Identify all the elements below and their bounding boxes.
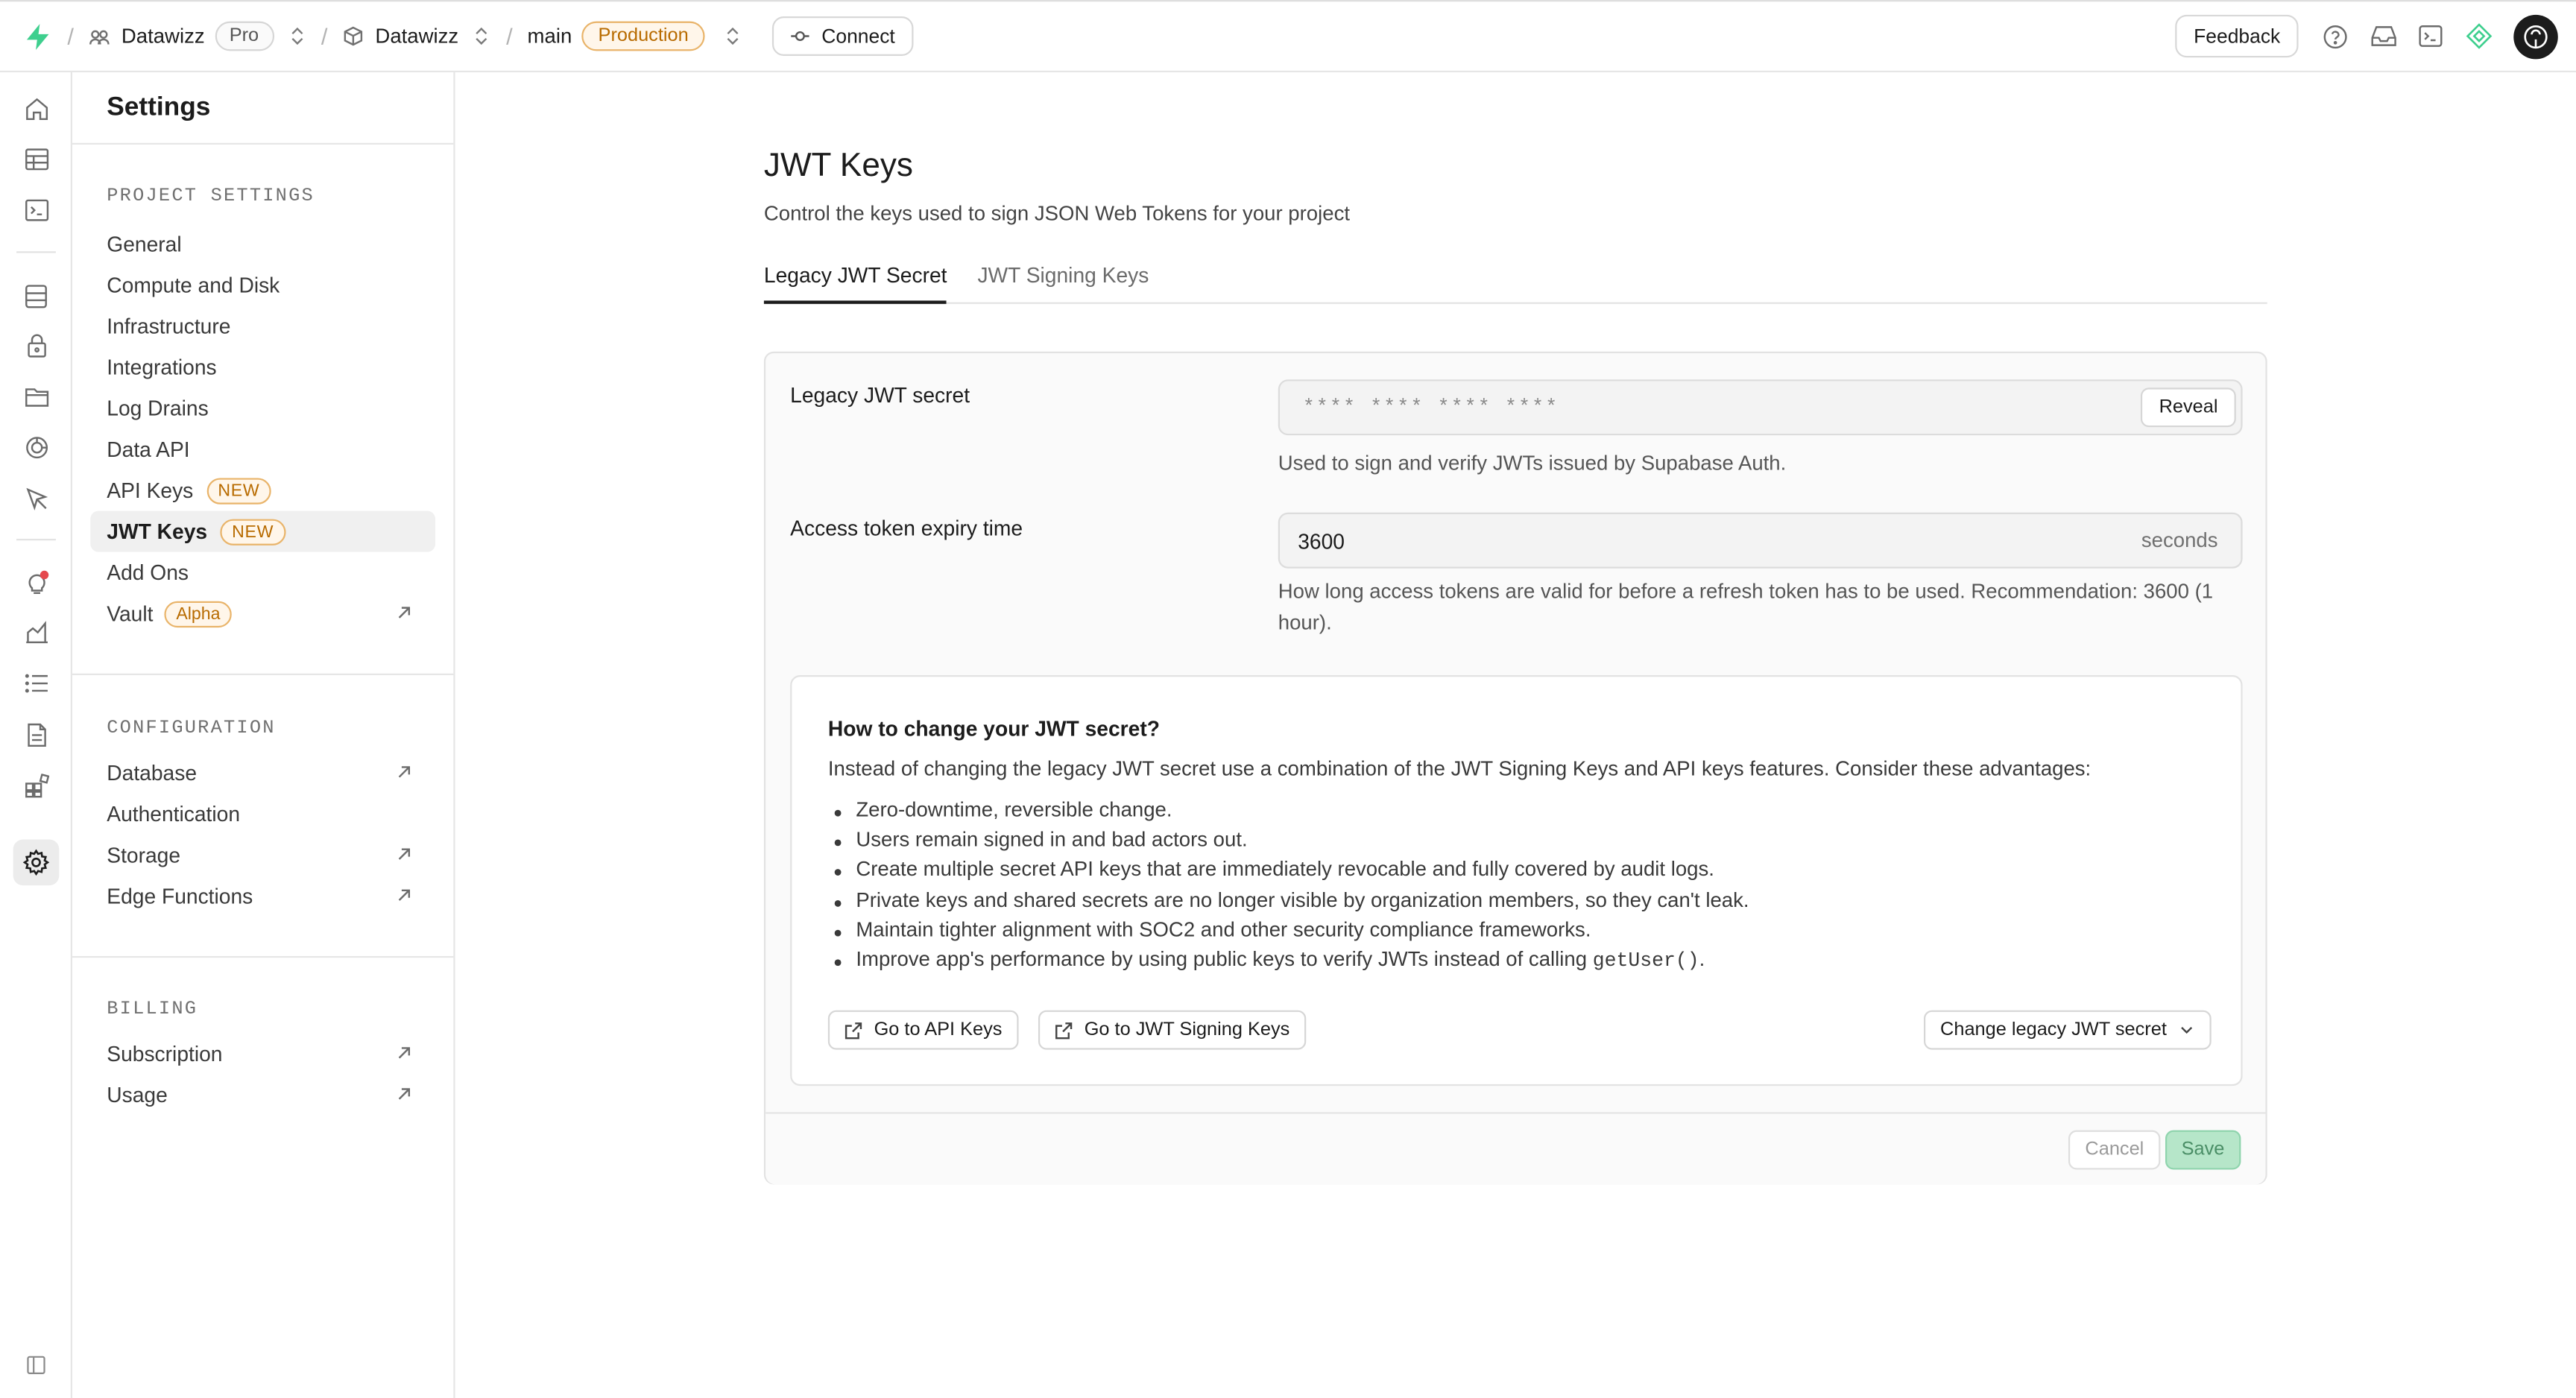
sidebar-item-authentication[interactable] (90, 794, 435, 835)
branch-switcher[interactable] (528, 22, 705, 51)
plan-badge: Pro (215, 22, 274, 51)
sidebar-divider (72, 674, 453, 675)
realtime-icon[interactable] (13, 424, 60, 470)
sidebar-item-vault[interactable] (90, 593, 435, 634)
expiry-help: How long access tokens are valid for before a refresh token has to be used. Recommendation: 3600 (1 hour). (1278, 580, 2214, 634)
logs-icon[interactable] (13, 660, 60, 706)
getuser-code: getUser() (1592, 949, 1699, 972)
advisors-icon[interactable] (13, 558, 60, 604)
external-link-icon (845, 1021, 862, 1039)
list-item (828, 948, 2208, 978)
environment-badge: Production (581, 22, 704, 51)
inbox-icon[interactable] (2359, 15, 2407, 57)
reveal-button[interactable]: Reveal (2141, 388, 2235, 427)
external-link-arrow-icon (396, 1045, 412, 1061)
database-icon[interactable] (13, 273, 60, 319)
sidebar-item-storage[interactable] (90, 835, 435, 876)
breadcrumb-separator: / (321, 22, 328, 50)
sidebar-item-label: General (107, 231, 182, 256)
external-link-arrow-icon (396, 764, 412, 780)
jwt-secret-label: Legacy JWT secret (790, 382, 970, 408)
organization-icon (89, 25, 112, 48)
sidebar-item-usage[interactable] (90, 1075, 435, 1116)
home-icon[interactable] (13, 86, 60, 132)
sql-editor-icon[interactable] (13, 187, 60, 233)
sidebar-item-label: Edge Functions (107, 883, 253, 909)
sidebar-item-label: Storage (107, 842, 181, 867)
card-footer (765, 1112, 2265, 1184)
list-item-text: Improve app's performance by using public keys to verify JWTs instead of calling (856, 947, 1588, 971)
sidebar-item-label: Usage (107, 1082, 168, 1107)
sidebar-title: Settings (72, 72, 453, 145)
project-chevron-updown-icon[interactable] (472, 25, 491, 48)
go-to-api-keys-button[interactable] (828, 1010, 1019, 1050)
list-item: Create multiple secret API keys that are immediately revocable and fully covered by audit logs. (828, 858, 2208, 888)
external-link-arrow-icon (396, 604, 412, 621)
table-editor-icon[interactable] (13, 136, 60, 183)
org-name: Datawizz (121, 25, 205, 48)
sidebar-item-general[interactable] (90, 224, 435, 265)
billing-section (72, 990, 453, 1116)
sidebar-item-label: Subscription (107, 1041, 223, 1066)
ai-assistant-icon[interactable] (2455, 15, 2502, 57)
auth-icon[interactable] (13, 322, 60, 368)
sidebar-item-database[interactable] (90, 753, 435, 794)
change-legacy-jwt-secret-label: Change legacy JWT secret (1940, 1019, 2167, 1040)
external-link-arrow-icon (396, 846, 412, 862)
change-legacy-jwt-secret-dropdown[interactable] (1924, 1010, 2211, 1050)
tab-bar (764, 256, 2267, 304)
list-item-suffix: . (1699, 947, 1705, 971)
branch-name: main (527, 25, 572, 48)
project-name: Datawizz (375, 25, 459, 48)
sidebar-item-integrations[interactable] (90, 347, 435, 388)
branch-chevron-updown-icon[interactable] (723, 25, 742, 48)
sidebar-item-label: Add Ons (107, 560, 189, 585)
go-to-jwt-signing-keys-label: Go to JWT Signing Keys (1084, 1019, 1290, 1040)
org-chevron-updown-icon[interactable] (287, 25, 306, 48)
feedback-button[interactable]: Feedback (2176, 15, 2299, 57)
external-link-arrow-icon (396, 1086, 412, 1102)
main-content (455, 72, 2576, 1398)
api-docs-icon[interactable] (13, 712, 60, 758)
help-icon[interactable] (2311, 15, 2359, 57)
sidebar-item-label: Infrastructure (107, 314, 231, 339)
terminal-icon[interactable] (2407, 15, 2455, 57)
info-intro: Instead of changing the legacy JWT secret use a combination of the JWT Signing Keys and API keys features. Consider these advantages: (827, 757, 2092, 781)
cancel-button[interactable]: Cancel (2068, 1130, 2160, 1170)
edge-functions-icon[interactable] (13, 475, 60, 521)
settings-sidebar (72, 72, 455, 1398)
sidebar-divider (72, 956, 453, 958)
user-avatar[interactable] (2513, 14, 2558, 59)
sidebar-item-label: Vault (107, 601, 154, 626)
sidebar-item-label: API Keys (107, 478, 194, 503)
project-settings-section (72, 177, 453, 634)
legacy-jwt-card (764, 352, 2267, 1185)
list-item: Maintain tighter alignment with SOC2 and other security compliance frameworks. (828, 918, 2208, 948)
tab-legacy-jwt-secret[interactable]: Legacy JWT Secret (764, 263, 947, 304)
section-heading: BILLING (107, 998, 198, 1019)
breadcrumb-separator: / (67, 22, 74, 50)
list-item: Users remain signed in and bad actors out. (828, 828, 2208, 858)
expiry-unit: seconds (2141, 528, 2218, 552)
sidebar-item-edge-functions[interactable] (90, 876, 435, 917)
configuration-section (72, 709, 453, 917)
section-heading: PROJECT SETTINGS (107, 184, 315, 206)
expiry-value: 3600 (1298, 528, 1345, 553)
sidebar-item-label: Data API (107, 437, 190, 462)
sidebar-item-label: Log Drains (107, 396, 209, 421)
new-badge: NEW (206, 477, 271, 503)
connect-label: Connect (821, 25, 895, 48)
page-title: JWT Keys (763, 148, 913, 184)
page-subtitle: Control the keys used to sign JSON Web Tokens for your project (763, 202, 1351, 226)
integrations-icon[interactable] (13, 762, 60, 809)
change-secret-info-box (790, 675, 2242, 1086)
external-link-arrow-icon (396, 887, 412, 903)
section-heading: CONFIGURATION (107, 717, 276, 738)
supabase-logo-icon[interactable] (23, 22, 53, 51)
sidebar-item-infrastructure[interactable] (90, 306, 435, 347)
sidebar-item-add-ons[interactable] (90, 552, 435, 593)
jwt-secret-field[interactable] (1278, 379, 2243, 435)
sidebar-item-api-keys[interactable] (90, 469, 435, 510)
connect-button[interactable] (772, 16, 913, 56)
jwt-secret-help: Used to sign and verify JWTs issued by Supabase Auth. (1278, 452, 1787, 475)
new-badge: NEW (221, 518, 285, 544)
sidebar-item-label: Database (107, 760, 198, 785)
sidebar-item-label: Authentication (107, 801, 241, 826)
project-switcher[interactable] (342, 25, 458, 48)
rail-divider (16, 539, 56, 540)
list-item: Zero-downtime, reversible change. (828, 798, 2208, 828)
expiry-input[interactable] (1278, 513, 2243, 569)
info-title: How to change your JWT secret? (827, 716, 1160, 741)
top-bar (0, 0, 2576, 72)
advantages-list (828, 798, 2208, 978)
sidebar-item-compute-and-disk[interactable] (90, 265, 435, 306)
sidebar-item-label: Integrations (107, 355, 217, 380)
sidebar-item-subscription[interactable] (90, 1034, 435, 1075)
sidebar-item-label: JWT Keys (107, 519, 208, 544)
primary-nav-rail (0, 72, 72, 1398)
breadcrumb-separator: / (506, 22, 513, 50)
reports-icon[interactable] (13, 610, 60, 656)
org-switcher[interactable] (89, 22, 274, 51)
storage-icon[interactable] (13, 373, 60, 419)
collapse-sidebar-icon[interactable] (13, 1342, 60, 1388)
settings-icon[interactable] (13, 839, 60, 885)
project-box-icon (342, 25, 365, 48)
rail-divider (16, 251, 56, 253)
list-item: Private keys and shared secrets are no longer visible by organization members, so they can't leak. (828, 888, 2208, 918)
go-to-jwt-signing-keys-button[interactable] (1038, 1010, 1306, 1050)
tab-jwt-signing-keys[interactable]: JWT Signing Keys (977, 262, 1149, 288)
jwt-secret-masked-value: **** **** **** **** (1302, 396, 1559, 420)
go-to-api-keys-label: Go to API Keys (874, 1019, 1003, 1040)
sidebar-item-label: Compute and Disk (107, 272, 280, 297)
save-button[interactable]: Save (2165, 1130, 2241, 1170)
plug-icon (790, 26, 809, 45)
external-link-icon (1055, 1021, 1073, 1039)
alpha-badge: Alpha (165, 601, 232, 627)
sidebar-item-data-api[interactable] (90, 428, 435, 469)
chevron-down-icon (2178, 1022, 2194, 1038)
sidebar-item-log-drains[interactable] (90, 388, 435, 428)
expiry-label: Access token expiry time (790, 516, 1023, 541)
sidebar-item-jwt-keys[interactable] (90, 511, 435, 552)
